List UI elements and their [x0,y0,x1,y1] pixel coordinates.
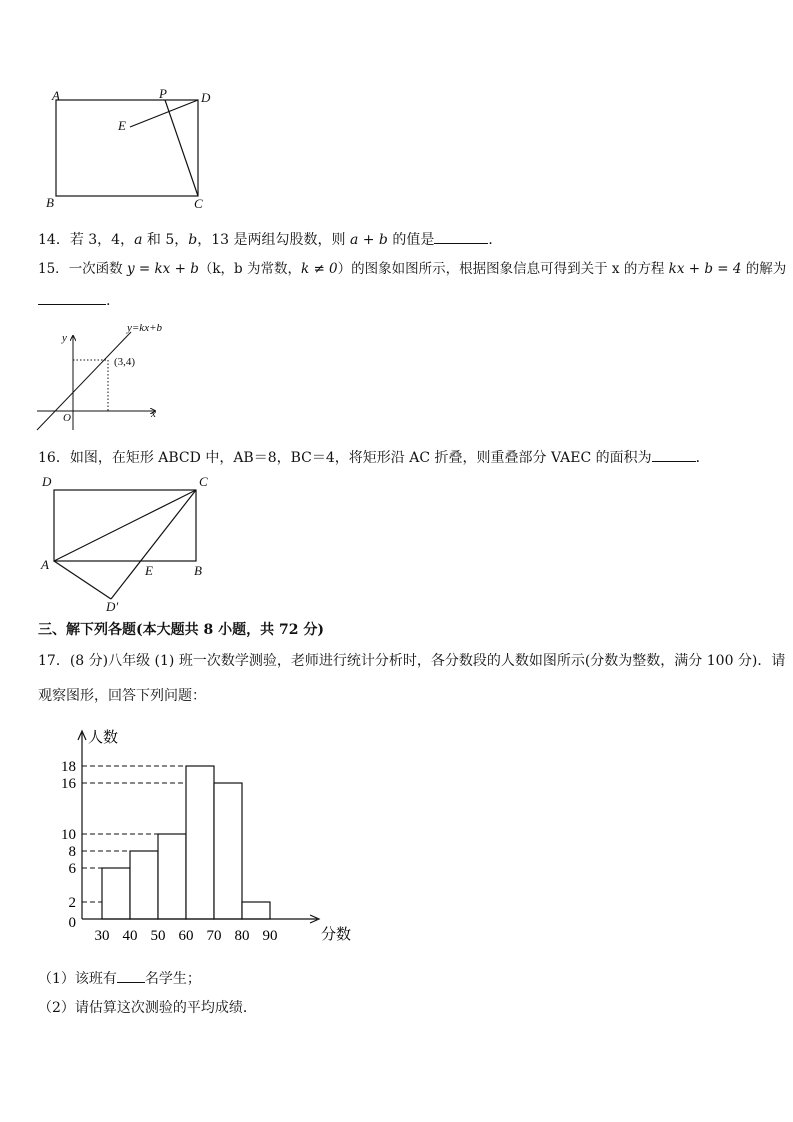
question-17: 17．(8 分)八年级 (1) 班一次数学测验，老师进行统计分析时，各分数段的人数如图所示(分数为整数，满分 100 分)．请 [38,653,786,669]
diagonal-ac [54,490,196,561]
function-line [37,332,131,430]
segment-pc [165,100,198,196]
y-tick-10: 10 [61,827,76,843]
x-tick-60: 60 [178,928,194,944]
bar-80-90 [242,902,270,919]
label-c-16: C [199,474,208,489]
bar-50-60 [158,834,186,919]
y-tick-18: 18 [61,759,76,775]
bar-70-80 [214,783,242,919]
x-tick-30: 30 [94,928,110,944]
x-tick-40: 40 [122,928,138,944]
label-point: (3,4) [114,356,136,368]
x-axis-title: 分数 [321,927,352,943]
question-15: 15．一次函数 y = kx + b（k，b 为常数，k ≠ 0）的图象如图所示，根据图象信息可得到关于 x 的方程 kx + b = 4 的解为 [38,261,787,277]
sub-question-2: （2）请估算这次测验的平均成绩． [38,1000,257,1016]
answer-blank-16[interactable] [652,447,696,462]
bar-40-50 [130,851,158,919]
question-15-line2: . [38,290,110,310]
label-e: E [118,118,126,133]
y-tick-2: 2 [68,895,76,911]
y-tick-16: 16 [61,776,76,792]
label-c: C [194,196,203,211]
label-y-axis: y [62,332,67,344]
label-e-16: E [145,563,153,578]
label-x-axis: x [151,408,156,420]
segment-ad-prime [54,561,111,599]
answer-blank-15[interactable] [38,290,106,305]
label-b: B [46,195,54,210]
question-16: 16．如图，在矩形 ABCD 中，AB＝8，BC＝4，将矩形沿 AC 折叠，则重叠部分 VAEC 的面积为 ． [38,447,710,467]
y-axis-title: 人数 [88,730,119,746]
x-tick-90: 90 [262,928,278,944]
rect-abcd [56,100,198,196]
y-tick-0: 0 [68,915,76,931]
question-14: 14．若 3，4，a 和 5，b，13 是两组勾股数，则 a + b 的值是 ． [38,229,502,249]
label-a: A [52,88,60,103]
y-tick-6: 6 [68,861,76,877]
x-tick-80: 80 [234,928,250,944]
bar-60-70 [186,766,214,919]
label-a-16: A [41,557,49,572]
x-tick-70: 70 [206,928,222,944]
label-origin: O [63,412,71,424]
segment-ed [130,100,198,127]
label-dprime-16: D′ [106,599,119,614]
question-17-line2: 观察图形，回答下列问题： [38,688,206,704]
section-3-heading: 三、解下列各题(本大题共 8 小题，共 72 分) [38,622,324,638]
label-d: D [201,90,211,105]
bar-30-40 [102,868,130,919]
label-line: y=kx+b [127,322,162,334]
sub-question-1: （1）该班有 名学生； [38,968,201,988]
label-p: P [159,86,167,101]
x-tick-50: 50 [150,928,166,944]
answer-blank-17-1[interactable] [117,968,145,983]
y-tick-8: 8 [68,844,76,860]
segment-cd-prime [111,490,196,599]
label-b-16: B [194,563,202,578]
label-d-16: D [42,474,52,489]
answer-blank-14[interactable] [434,229,488,244]
figure-folded-rectangle [40,478,220,618]
histogram-chart [55,725,355,950]
